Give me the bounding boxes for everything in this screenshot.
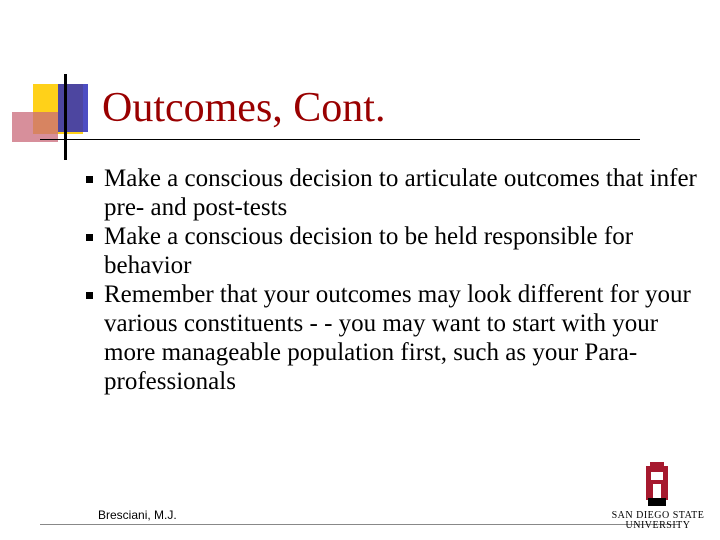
university-logo [606,462,710,532]
slide-title: Outcomes, Cont. [102,85,386,131]
bullet-item [86,222,706,280]
square-bullet-icon [86,234,93,241]
bullet-item [86,164,706,222]
square-bullet-icon [86,292,93,299]
square-bullet-icon [86,176,93,183]
bullet-text: Make a conscious decision to be held responsible for behavior [104,223,634,279]
sdsu-tower-icon [644,462,670,508]
deco-pink-square [12,112,58,142]
bullet-text: Make a conscious decision to articulate outcomes that infer pre- and post-tests [104,165,697,221]
logo-text-line1: SAN DIEGO STATE [611,510,705,521]
logo-text-line2: UNIVERSITY [625,520,691,531]
title-rule [40,139,640,140]
bullet-item [86,280,706,396]
footer-author: Bresciani, M.J. [98,508,177,522]
deco-vertical-rule [64,74,67,160]
bullet-text: Remember that your outcomes may look different for your various constituents - - you may want to start with your more manageable population first, such as your Para-professionals [104,281,691,395]
deco-blue-square [58,84,88,132]
bullet-list [86,164,706,396]
footer-divider [40,524,680,525]
